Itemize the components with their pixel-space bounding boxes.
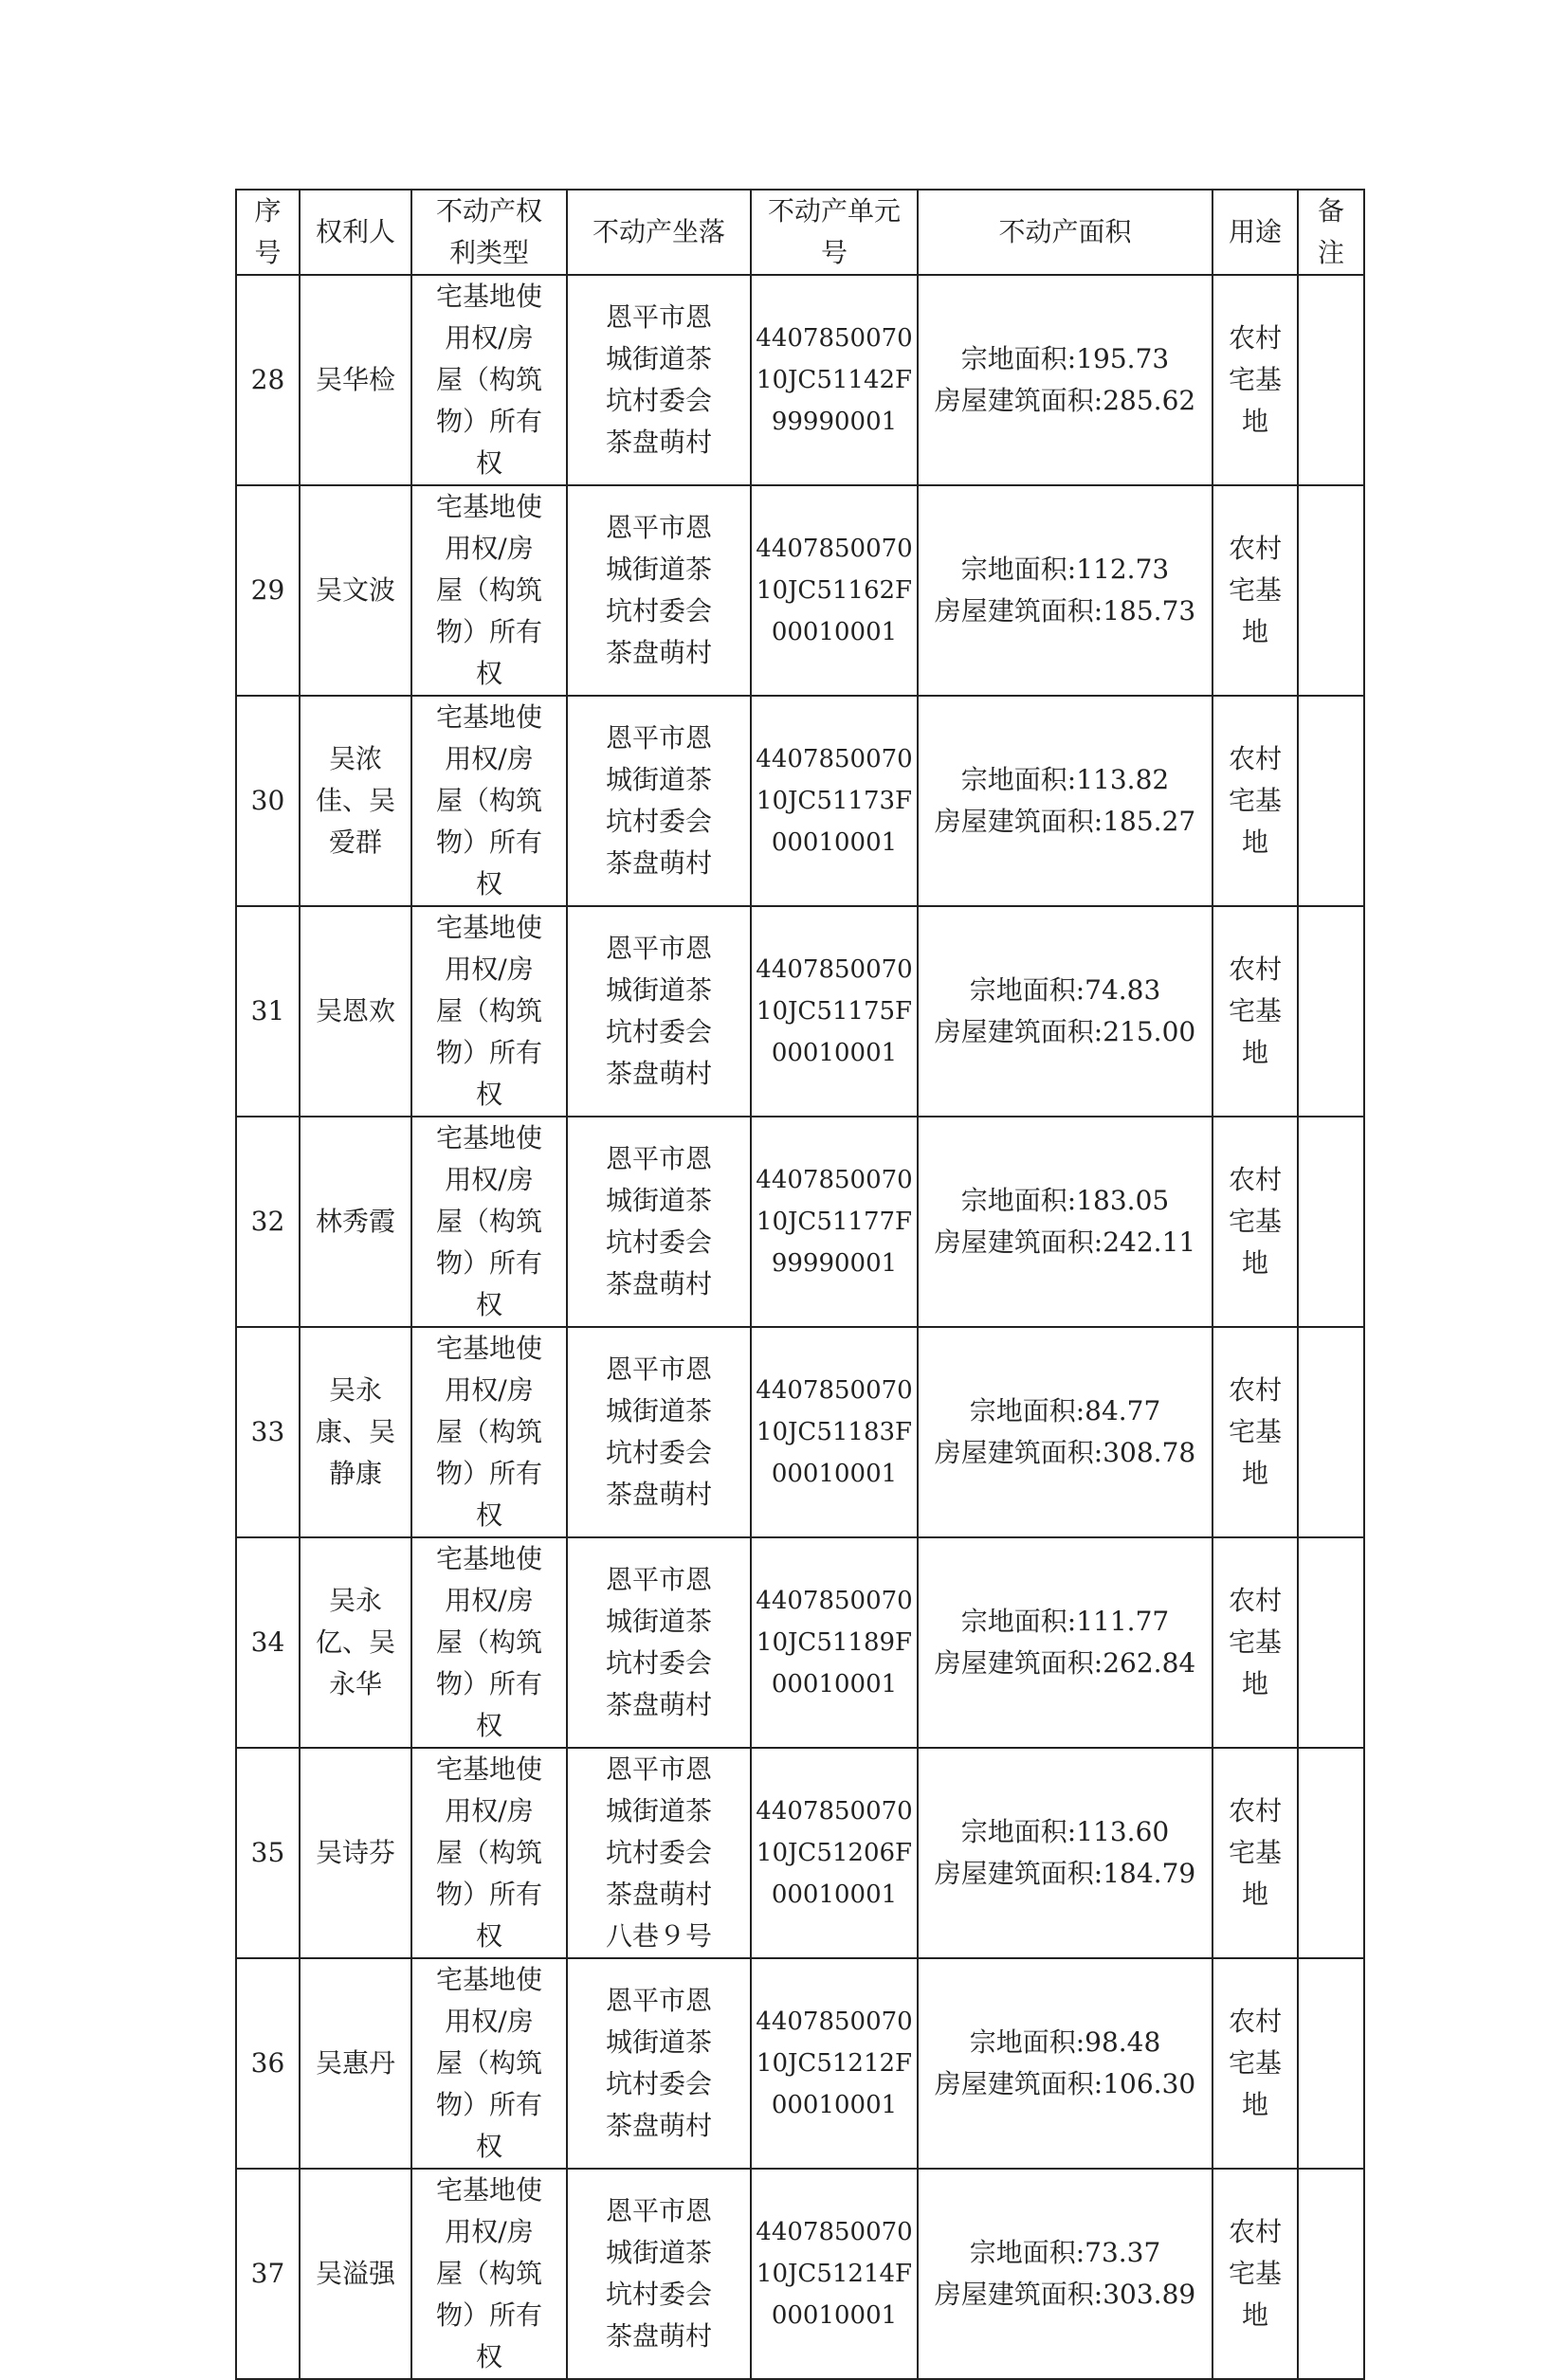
usage: 农村宅基地 [1228, 533, 1282, 647]
owner-name: 吴溢强 [315, 2258, 395, 2289]
usage: 农村宅基地 [1228, 1374, 1282, 1489]
land-area-value: 98.48 [1085, 2026, 1161, 2058]
building-area-value: 185.27 [1103, 806, 1196, 837]
building-area-label: 房屋建筑面积: [934, 1226, 1103, 1258]
cell-area [918, 275, 1212, 485]
cell-usage [1212, 1537, 1298, 1748]
building-area-label: 房屋建筑面积: [934, 2279, 1103, 2310]
cell-area [918, 1537, 1212, 1748]
right-type: 宅基地使用权/房屋（构筑物）所有权 [435, 1122, 542, 1320]
row-number: 32 [250, 1206, 285, 1237]
land-area-label: 宗地面积: [960, 554, 1077, 585]
unit-number: 440785007010JC51162F00010001 [756, 535, 913, 646]
location: 恩平市恩城街道茶坑村委会茶盘萌村 [605, 301, 712, 458]
cell-location [567, 1748, 751, 1958]
land-area [919, 2022, 1212, 2063]
cell-area [918, 1748, 1212, 1958]
unit-number: 440785007010JC51183F00010001 [756, 1376, 913, 1488]
right-type: 宅基地使用权/房屋（构筑物）所有权 [435, 701, 542, 899]
building-area-label: 房屋建筑面积: [934, 1016, 1103, 1047]
building-area-value: 185.73 [1103, 595, 1196, 627]
table-row [236, 485, 1364, 696]
unit-number: 440785007010JC51175F00010001 [756, 955, 913, 1067]
owner-name: 吴文波 [315, 574, 395, 606]
building-area [919, 1222, 1212, 1263]
land-area-label: 宗地面积: [969, 2026, 1085, 2058]
table-row [236, 1327, 1364, 1537]
table-row [236, 906, 1364, 1117]
land-area-label: 宗地面积: [960, 1185, 1077, 1216]
cell-location [567, 1117, 751, 1327]
cell-unit [751, 1327, 918, 1537]
header-location [567, 190, 751, 275]
header-usage [1212, 190, 1298, 275]
cell-note [1298, 1537, 1364, 1748]
cell-usage [1212, 1327, 1298, 1537]
cell-owner [300, 2169, 411, 2379]
right-type: 宅基地使用权/房屋（构筑物）所有权 [435, 1543, 542, 1741]
cell-usage [1212, 1117, 1298, 1327]
owner-name: 吴永康、吴静康 [315, 1374, 395, 1489]
owner-name: 吴恩欢 [315, 995, 395, 1026]
usage: 农村宅基地 [1228, 743, 1282, 858]
right-type: 宅基地使用权/房屋（构筑物）所有权 [435, 281, 542, 479]
unit-number: 440785007010JC51173F00010001 [756, 745, 913, 857]
header-owner-label: 权利人 [315, 216, 395, 247]
cell-type [411, 1748, 567, 1958]
cell-usage [1212, 906, 1298, 1117]
location: 恩平市恩城街道茶坑村委会茶盘萌村 [605, 1143, 712, 1299]
unit-number: 440785007010JC51177F99990001 [756, 1166, 913, 1278]
building-area-value: 242.11 [1103, 1226, 1196, 1258]
cell-owner [300, 1537, 411, 1748]
right-type: 宅基地使用权/房屋（构筑物）所有权 [435, 2174, 542, 2372]
header-type [411, 190, 567, 275]
land-area-value: 73.37 [1085, 2237, 1161, 2268]
cell-unit [751, 1748, 918, 1958]
location: 恩平市恩城街道茶坑村委会茶盘萌村 [605, 1354, 712, 1510]
land-area-label: 宗地面积: [960, 1606, 1077, 1637]
owner-name: 林秀霞 [315, 1206, 395, 1237]
location: 恩平市恩城街道茶坑村委会茶盘萌村 [605, 2195, 712, 2352]
cell-location [567, 696, 751, 906]
row-number: 34 [250, 1626, 285, 1658]
row-number: 31 [250, 995, 285, 1026]
cell-location [567, 485, 751, 696]
owner-name: 吴惠丹 [315, 2047, 395, 2079]
land-area [919, 1811, 1212, 1853]
land-area-label: 宗地面积: [969, 1395, 1085, 1426]
cell-unit [751, 1537, 918, 1748]
property-table [235, 189, 1365, 2380]
cell-area [918, 1117, 1212, 1327]
cell-area [918, 2169, 1212, 2379]
land-area-value: 183.05 [1076, 1185, 1170, 1216]
cell-location [567, 1327, 751, 1537]
building-area-value: 106.30 [1103, 2068, 1196, 2099]
row-number: 35 [250, 1837, 285, 1868]
cell-usage [1212, 275, 1298, 485]
cell-type [411, 485, 567, 696]
cell-no [236, 1748, 300, 1958]
cell-location [567, 2169, 751, 2379]
building-area-value: 215.00 [1103, 1016, 1196, 1047]
cell-note [1298, 1748, 1364, 1958]
owner-name: 吴华检 [315, 364, 395, 395]
building-area-label: 房屋建筑面积: [934, 806, 1103, 837]
cell-no [236, 1537, 300, 1748]
table-row [236, 1748, 1364, 1958]
cell-no [236, 275, 300, 485]
owner-name: 吴永亿、吴永华 [315, 1585, 395, 1699]
cell-no [236, 485, 300, 696]
cell-owner [300, 1327, 411, 1537]
usage: 农村宅基地 [1228, 322, 1282, 437]
cell-area [918, 1958, 1212, 2169]
building-area-label: 房屋建筑面积: [934, 1437, 1103, 1468]
land-area-label: 宗地面积: [960, 1816, 1077, 1847]
cell-no [236, 1327, 300, 1537]
cell-unit [751, 275, 918, 485]
land-area-label: 宗地面积: [969, 974, 1085, 1006]
cell-type [411, 906, 567, 1117]
unit-number: 440785007010JC51189F00010001 [756, 1587, 913, 1699]
header-unit-label: 不动产单元号 [767, 195, 901, 268]
land-area [919, 759, 1212, 801]
building-area-label: 房屋建筑面积: [934, 2068, 1103, 2099]
row-number: 37 [250, 2258, 285, 2289]
cell-unit [751, 696, 918, 906]
header-area-label: 不动产面积 [998, 216, 1132, 247]
cell-owner [300, 1117, 411, 1327]
land-area [919, 2232, 1212, 2274]
building-area [919, 2063, 1212, 2105]
table-row [236, 2169, 1364, 2379]
building-area-label: 房屋建筑面积: [934, 1858, 1103, 1889]
building-area-value: 184.79 [1103, 1858, 1196, 1889]
right-type: 宅基地使用权/房屋（构筑物）所有权 [435, 1333, 542, 1531]
location: 恩平市恩城街道茶坑村委会茶盘萌村八巷９号 [605, 1753, 712, 1952]
unit-number: 440785007010JC51212F00010001 [756, 2008, 913, 2119]
cell-usage [1212, 1958, 1298, 2169]
land-area-value: 113.60 [1076, 1816, 1170, 1847]
land-area [919, 1601, 1212, 1643]
header-row [236, 190, 1364, 275]
table-row [236, 696, 1364, 906]
cell-unit [751, 906, 918, 1117]
location: 恩平市恩城街道茶坑村委会茶盘萌村 [605, 933, 712, 1089]
cell-no [236, 2169, 300, 2379]
cell-no [236, 696, 300, 906]
header-owner [300, 190, 411, 275]
unit-number: 440785007010JC51206F00010001 [756, 1797, 913, 1909]
right-type: 宅基地使用权/房屋（构筑物）所有权 [435, 912, 542, 1110]
land-area-value: 84.77 [1085, 1395, 1161, 1426]
table-row [236, 1117, 1364, 1327]
header-note [1298, 190, 1364, 275]
header-area [918, 190, 1212, 275]
cell-type [411, 2169, 567, 2379]
cell-area [918, 906, 1212, 1117]
land-area-value: 112.73 [1076, 554, 1170, 585]
usage: 农村宅基地 [1228, 1795, 1282, 1910]
header-no [236, 190, 300, 275]
row-number: 30 [250, 785, 285, 816]
cell-area [918, 1327, 1212, 1537]
building-area [919, 380, 1212, 422]
building-area [919, 2274, 1212, 2316]
cell-area [918, 485, 1212, 696]
cell-no [236, 1958, 300, 2169]
building-area-label: 房屋建筑面积: [934, 1647, 1103, 1679]
right-type: 宅基地使用权/房屋（构筑物）所有权 [435, 1753, 542, 1952]
land-area-label: 宗地面积: [960, 343, 1077, 374]
land-area [919, 1180, 1212, 1222]
table-row [236, 275, 1364, 485]
cell-location [567, 1537, 751, 1748]
cell-usage [1212, 1748, 1298, 1958]
owner-name: 吴浓佳、吴爱群 [315, 743, 395, 858]
location: 恩平市恩城街道茶坑村委会茶盘萌村 [605, 1985, 712, 2141]
header-unit [751, 190, 918, 275]
header-type-label: 不动产权利类型 [435, 195, 542, 268]
cell-type [411, 1117, 567, 1327]
land-area [919, 549, 1212, 590]
table-row [236, 1537, 1364, 1748]
cell-unit [751, 1117, 918, 1327]
usage: 农村宅基地 [1228, 1164, 1282, 1279]
building-area [919, 1853, 1212, 1895]
row-number: 29 [250, 574, 285, 606]
cell-usage [1212, 2169, 1298, 2379]
cell-unit [751, 2169, 918, 2379]
header-usage-label: 用途 [1228, 216, 1282, 247]
location: 恩平市恩城街道茶坑村委会茶盘萌村 [605, 512, 712, 668]
cell-note [1298, 696, 1364, 906]
land-area-value: 74.83 [1085, 974, 1161, 1006]
building-area-value: 308.78 [1103, 1437, 1196, 1468]
cell-type [411, 1958, 567, 2169]
cell-type [411, 1327, 567, 1537]
row-number: 28 [250, 364, 285, 395]
cell-owner [300, 1748, 411, 1958]
building-area [919, 801, 1212, 843]
location: 恩平市恩城街道茶坑村委会茶盘萌村 [605, 722, 712, 879]
cell-note [1298, 906, 1364, 1117]
table-body [236, 275, 1364, 2379]
cell-unit [751, 1958, 918, 2169]
cell-note [1298, 1117, 1364, 1327]
cell-owner [300, 1958, 411, 2169]
usage: 农村宅基地 [1228, 2216, 1282, 2331]
cell-note [1298, 275, 1364, 485]
cell-usage [1212, 485, 1298, 696]
cell-owner [300, 485, 411, 696]
cell-owner [300, 906, 411, 1117]
building-area [919, 1432, 1212, 1474]
cell-location [567, 906, 751, 1117]
usage: 农村宅基地 [1228, 2006, 1282, 2120]
owner-name: 吴诗芬 [315, 1837, 395, 1868]
cell-no [236, 1117, 300, 1327]
header-no-label: 序号 [254, 195, 282, 268]
cell-usage [1212, 696, 1298, 906]
building-area-value: 303.89 [1103, 2279, 1196, 2310]
row-number: 36 [250, 2047, 285, 2079]
usage: 农村宅基地 [1228, 954, 1282, 1068]
cell-type [411, 1537, 567, 1748]
cell-note [1298, 2169, 1364, 2379]
building-area-label: 房屋建筑面积: [934, 595, 1103, 627]
cell-type [411, 696, 567, 906]
land-area [919, 338, 1212, 380]
header-note-label: 备注 [1317, 195, 1344, 268]
row-number: 33 [250, 1416, 285, 1447]
cell-owner [300, 275, 411, 485]
building-area [919, 1643, 1212, 1684]
building-area [919, 1011, 1212, 1053]
cell-note [1298, 485, 1364, 696]
cell-note [1298, 1958, 1364, 2169]
building-area-value: 262.84 [1103, 1647, 1196, 1679]
land-area-label: 宗地面积: [960, 764, 1077, 795]
land-area-value: 195.73 [1076, 343, 1170, 374]
cell-location [567, 1958, 751, 2169]
unit-number: 440785007010JC51214F00010001 [756, 2218, 913, 2330]
land-area [919, 970, 1212, 1011]
unit-number: 440785007010JC51142F99990001 [756, 324, 913, 436]
usage: 农村宅基地 [1228, 1585, 1282, 1699]
cell-note [1298, 1327, 1364, 1537]
right-type: 宅基地使用权/房屋（构筑物）所有权 [435, 491, 542, 689]
table-row [236, 1958, 1364, 2169]
land-area [919, 1390, 1212, 1432]
cell-location [567, 275, 751, 485]
land-area-value: 113.82 [1076, 764, 1170, 795]
right-type: 宅基地使用权/房屋（构筑物）所有权 [435, 1964, 542, 2162]
cell-owner [300, 696, 411, 906]
location: 恩平市恩城街道茶坑村委会茶盘萌村 [605, 1564, 712, 1720]
cell-no [236, 906, 300, 1117]
building-area [919, 590, 1212, 632]
building-area-value: 285.62 [1103, 385, 1196, 416]
cell-unit [751, 485, 918, 696]
building-area-label: 房屋建筑面积: [934, 385, 1103, 416]
cell-area [918, 696, 1212, 906]
land-area-value: 111.77 [1076, 1606, 1170, 1637]
header-location-label: 不动产坐落 [592, 216, 725, 247]
cell-type [411, 275, 567, 485]
land-area-label: 宗地面积: [969, 2237, 1085, 2268]
